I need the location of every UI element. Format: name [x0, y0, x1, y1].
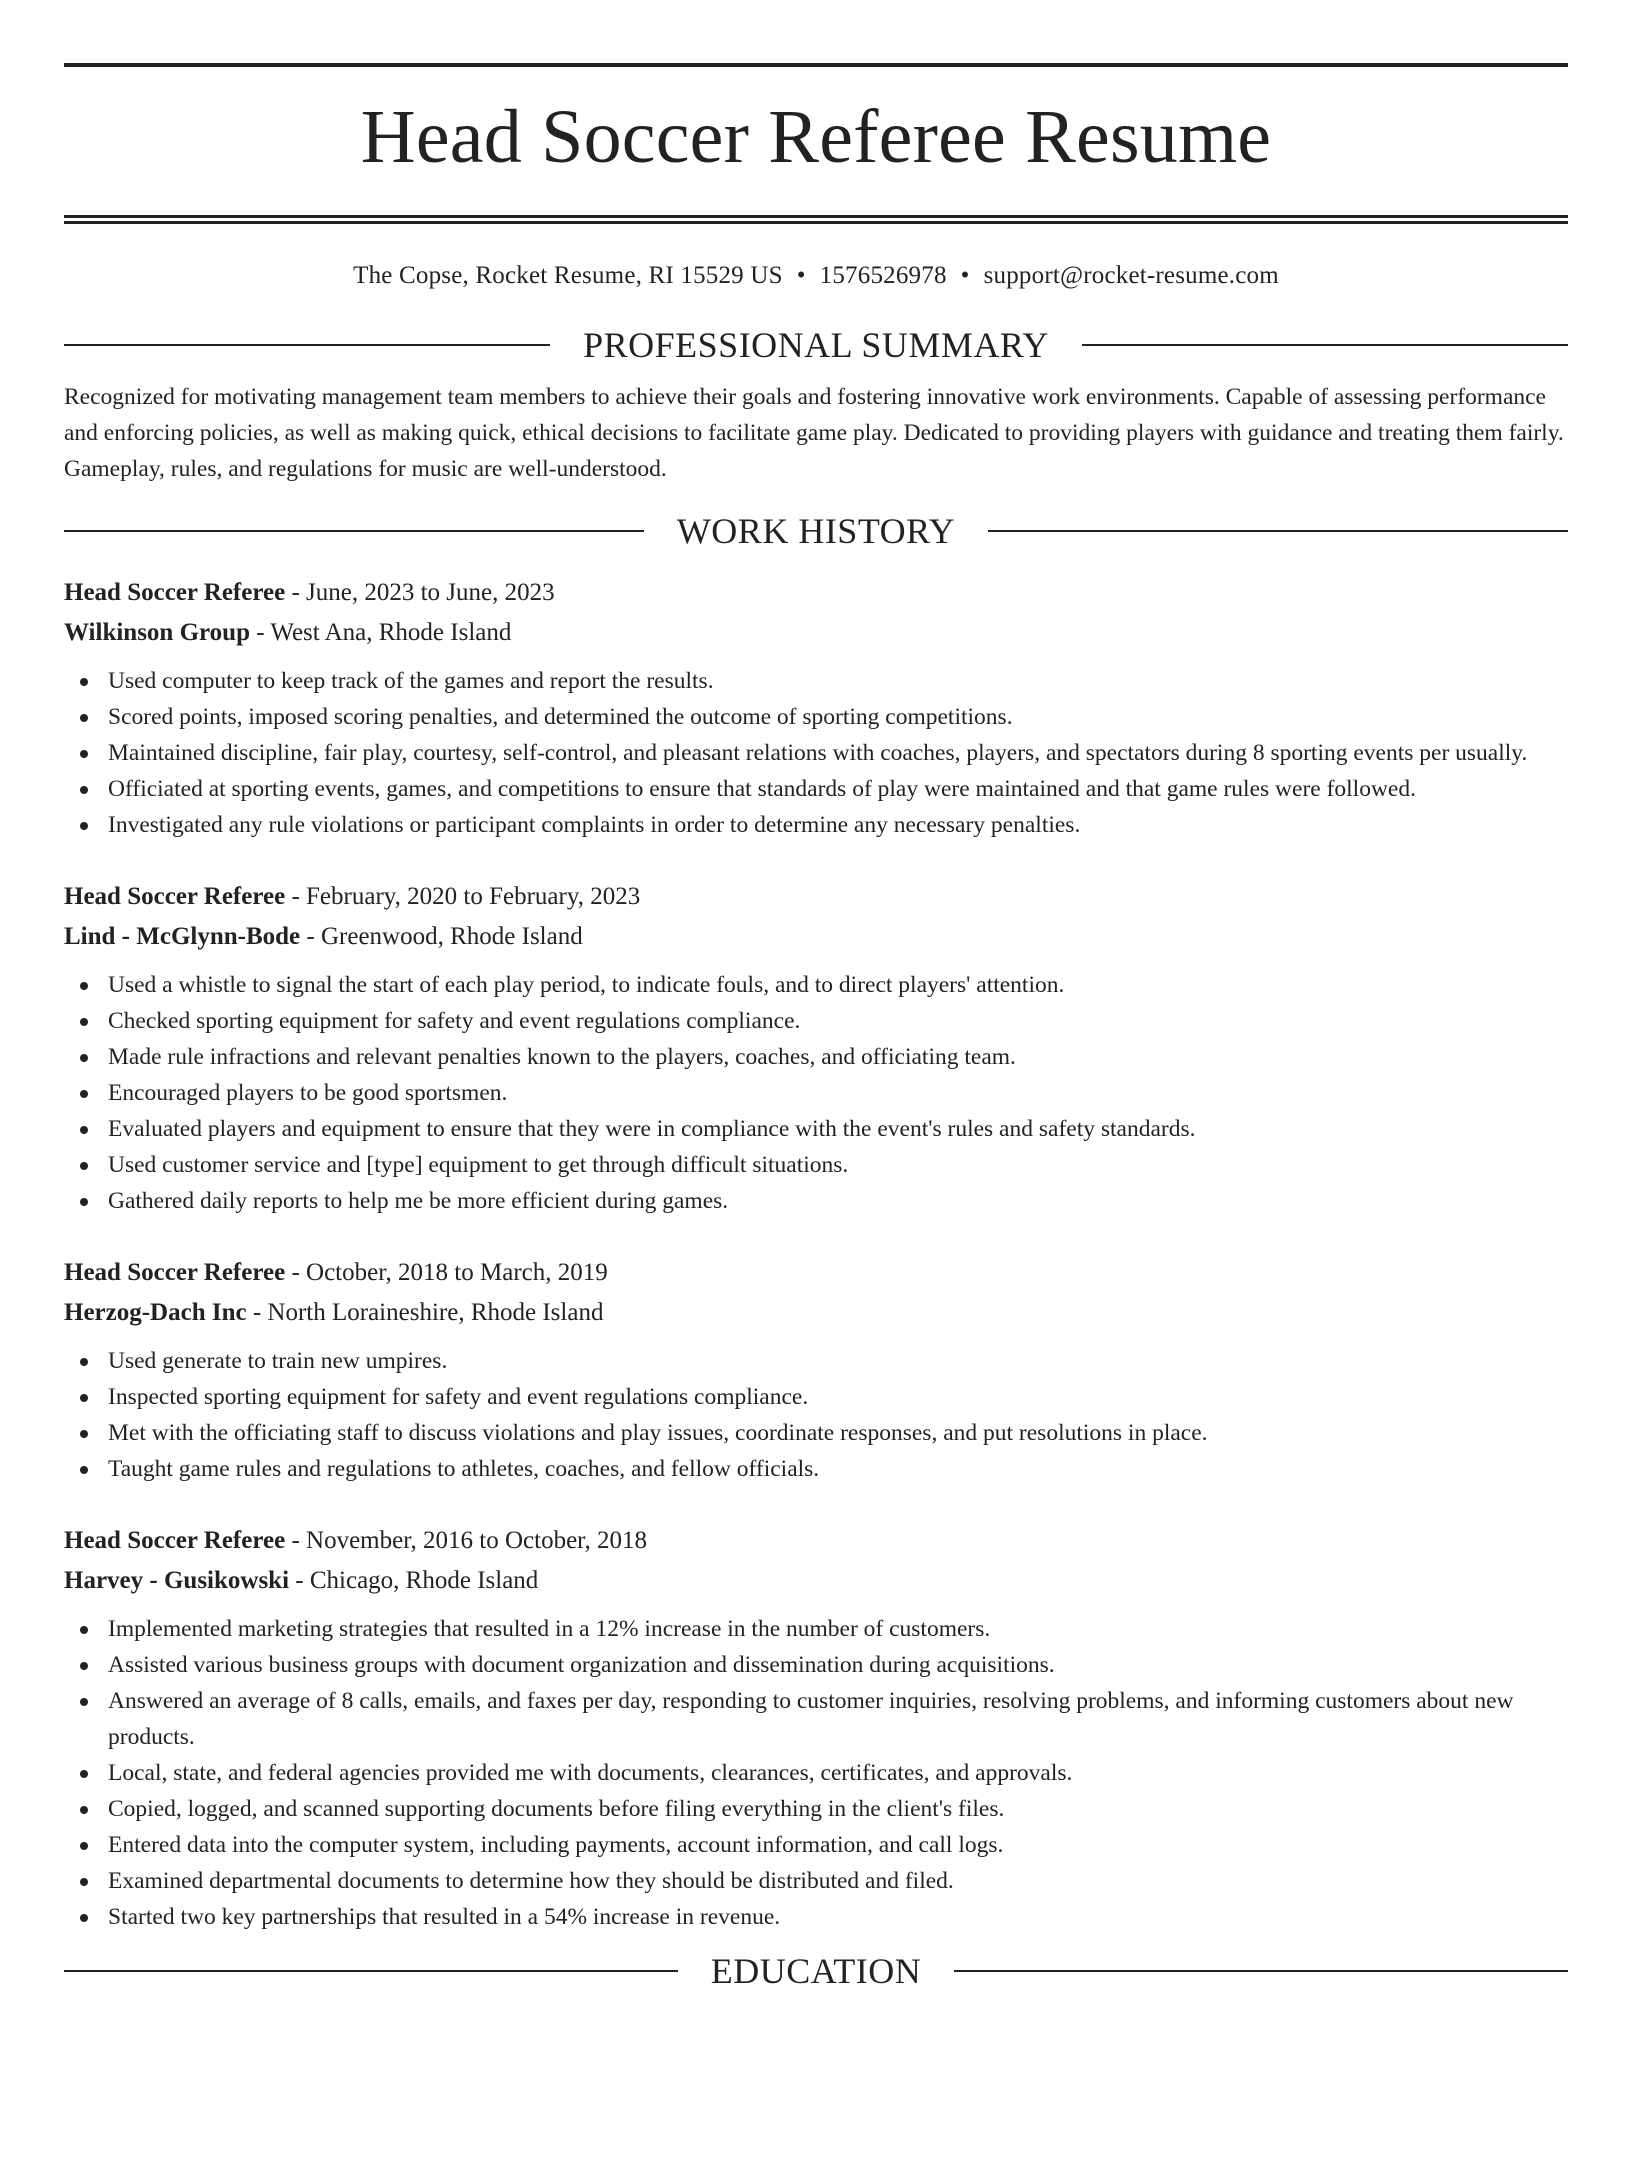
job-bullet-item: Used a whistle to signal the start of each play period, to indicate fouls, and to direct players' attention.: [64, 967, 1568, 1003]
title-block: [64, 63, 1568, 224]
job-title: Head Soccer Referee: [64, 882, 286, 910]
job-location: - Chicago, Rhode Island: [289, 1566, 539, 1594]
section-rule-left: [64, 1970, 678, 1972]
contact-phone: 1576526978: [819, 262, 947, 289]
job-entry: [64, 573, 1568, 843]
job-title-line: [64, 573, 1568, 613]
job-bullet-item: Implemented marketing strategies that resulted in a 12% increase in the number of customers.: [64, 1611, 1568, 1647]
job-bullet-item: Assisted various business groups with document organization and dissemination during acquisitions.: [64, 1647, 1568, 1683]
job-bullet-item: Used generate to train new umpires.: [64, 1343, 1568, 1379]
job-location: - Greenwood, Rhode Island: [300, 922, 583, 950]
contact-line: [64, 261, 1568, 291]
job-bullet-item: Entered data into the computer system, including payments, account information, and call logs.: [64, 1827, 1568, 1863]
resume-page: [0, 63, 1632, 2175]
page-title: Head Soccer Referee Resume: [360, 95, 1272, 179]
title-double-rule: [64, 215, 1568, 224]
job-dates: - June, 2023 to June, 2023: [285, 578, 555, 606]
job-title: Head Soccer Referee: [64, 578, 286, 606]
summary-paragraph: Recognized for motivating management team members to achieve their goals and fostering innovative work environments. Capable of assessing performance and enforcing policies, as well as making quick, ethical decisions to facilitate game play. Dedicated to providing players with guidance and treating them fairly. Gameplay, rules, and regulations for music are well-understood.: [64, 384, 1564, 482]
job-bullet-item: Local, state, and federal agencies provided me with documents, clearances, certificates, and approvals.: [64, 1755, 1568, 1791]
section-rule-left: [64, 344, 550, 346]
job-bullet-list: [64, 967, 1568, 1219]
contact-email: support@rocket-resume.com: [983, 262, 1279, 289]
job-bullet-item: Encouraged players to be good sportsmen.: [64, 1075, 1568, 1111]
job-bullet-item: Started two key partnerships that resulted in a 54% increase in revenue.: [64, 1899, 1568, 1935]
job-bullet-item: Inspected sporting equipment for safety and event regulations compliance.: [64, 1379, 1568, 1415]
section-rule-right: [954, 1970, 1568, 1972]
job-company: Herzog-Dach Inc: [64, 1298, 247, 1326]
job-dates: - October, 2018 to March, 2019: [285, 1258, 608, 1286]
job-bullet-item: Answered an average of 8 calls, emails, and faxes per day, responding to customer inquiries, resolving problems, and informing customers about new products.: [64, 1683, 1568, 1755]
section-heading-summary: [64, 325, 1568, 365]
job-title: Head Soccer Referee: [64, 1258, 286, 1286]
job-bullet-item: Evaluated players and equipment to ensure that they were in compliance with the event's rules and safety standards.: [64, 1111, 1568, 1147]
job-dates: - November, 2016 to October, 2018: [285, 1526, 648, 1554]
section-heading-label: WORK HISTORY: [676, 510, 956, 551]
job-bullet-item: Made rule infractions and relevant penalties known to the players, coaches, and officiating team.: [64, 1039, 1568, 1075]
job-bullet-item: Met with the officiating staff to discuss violations and play issues, coordinate responses, and put resolutions in place.: [64, 1415, 1568, 1451]
contact-address: The Copse, Rocket Resume, RI 15529 US: [353, 262, 783, 289]
job-company-line: [64, 1561, 1568, 1601]
job-company-line: [64, 1293, 1568, 1333]
job-company: Wilkinson Group: [64, 618, 250, 646]
job-bullet-item: Maintained discipline, fair play, courtesy, self-control, and pleasant relations with coaches, players, and spectators during 8 sporting events per usually.: [64, 735, 1568, 771]
job-bullet-item: Checked sporting equipment for safety and event regulations compliance.: [64, 1003, 1568, 1039]
section-heading-label: EDUCATION: [710, 1950, 922, 1991]
section-heading-education: [64, 1951, 1568, 1991]
section-rule-right: [988, 530, 1568, 532]
contact-separator: •: [960, 262, 970, 289]
job-bullet-list: [64, 663, 1568, 843]
contact-separator: •: [796, 262, 806, 289]
job-location: - West Ana, Rhode Island: [249, 618, 512, 646]
job-bullet-item: Taught game rules and regulations to athletes, coaches, and fellow officials.: [64, 1451, 1568, 1487]
section-heading-work-history: [64, 511, 1568, 551]
job-bullet-item: Examined departmental documents to determine how they should be distributed and filed.: [64, 1863, 1568, 1899]
job-dates: - February, 2020 to February, 2023: [285, 882, 641, 910]
job-title-line: [64, 1253, 1568, 1293]
job-bullet-list: [64, 1343, 1568, 1487]
section-rule-left: [64, 530, 644, 532]
work-history-list: [64, 573, 1568, 1935]
job-bullet-item: Gathered daily reports to help me be more efficient during games.: [64, 1183, 1568, 1219]
job-company-line: [64, 613, 1568, 653]
job-bullet-item: Scored points, imposed scoring penalties, and determined the outcome of sporting competitions.: [64, 699, 1568, 735]
job-bullet-item: Copied, logged, and scanned supporting documents before filing everything in the client's files.: [64, 1791, 1568, 1827]
section-rule-right: [1082, 344, 1568, 346]
job-company-line: [64, 917, 1568, 957]
job-bullet-item: Used customer service and [type] equipment to get through difficult situations.: [64, 1147, 1568, 1183]
section-heading-label: PROFESSIONAL SUMMARY: [583, 325, 1049, 365]
job-bullet-item: Officiated at sporting events, games, and competitions to ensure that standards of play were maintained and that game rules were followed.: [64, 771, 1568, 807]
job-entry: [64, 1253, 1568, 1487]
job-bullet-item: Investigated any rule violations or participant complaints in order to determine any necessary penalties.: [64, 807, 1568, 843]
job-title-line: [64, 1521, 1568, 1561]
job-bullet-item: Used computer to keep track of the games and report the results.: [64, 663, 1568, 699]
job-entry: [64, 1521, 1568, 1935]
job-location: - North Loraineshire, Rhode Island: [246, 1298, 604, 1326]
job-company: Lind - McGlynn-Bode: [64, 922, 301, 950]
job-title-line: [64, 877, 1568, 917]
job-bullet-list: [64, 1611, 1568, 1935]
job-title: Head Soccer Referee: [64, 1526, 286, 1554]
job-entry: [64, 877, 1568, 1219]
job-company: Harvey - Gusikowski: [64, 1566, 290, 1594]
